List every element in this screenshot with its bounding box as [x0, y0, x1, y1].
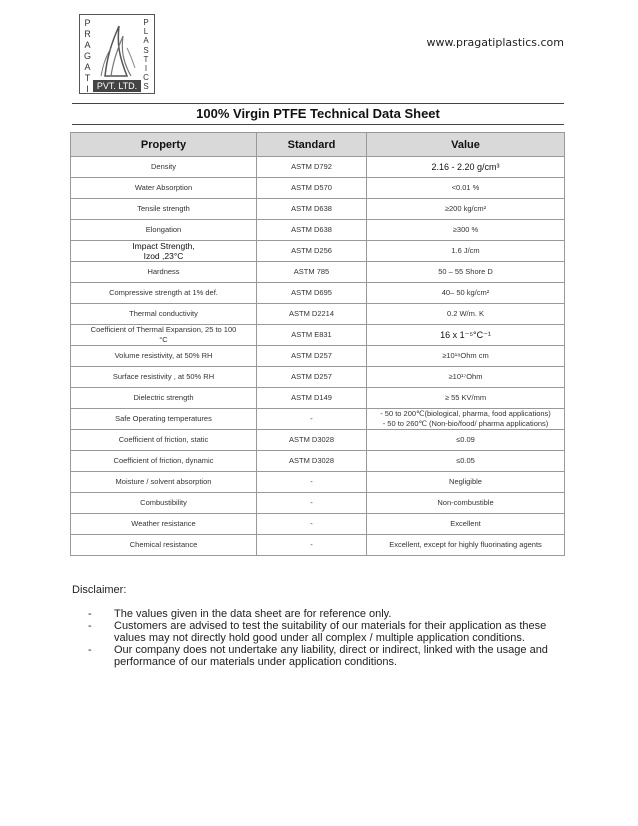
property-cell: Coefficient of friction, static: [71, 430, 257, 451]
standard-cell: ASTM D256: [257, 241, 367, 262]
value-cell: Excellent: [367, 514, 565, 535]
standard-cell: ASTM D638: [257, 199, 367, 220]
dash-bullet: -: [88, 644, 92, 656]
standard-cell: ASTM D3028: [257, 430, 367, 451]
value-cell: 0.2 W/m. K: [367, 304, 565, 325]
value-line-1: - 50 to 200℃(biological, pharma, food applications): [380, 409, 551, 418]
property-cell: Tensile strength: [71, 199, 257, 220]
list-item: [72, 608, 572, 620]
table-row: [71, 409, 565, 430]
column-header-standard: Standard: [257, 133, 367, 157]
property-cell: Density: [71, 157, 257, 178]
value-cell: 2.16 - 2.20 g/cm³: [367, 157, 565, 178]
value-cell: 1.6 J/cm: [367, 241, 565, 262]
table-row: [71, 199, 565, 220]
standard-cell: ASTM D257: [257, 346, 367, 367]
property-cell: Surface resistivity , at 50% RH: [71, 367, 257, 388]
standard-cell: -: [257, 535, 367, 556]
standard-cell: ASTM D792: [257, 157, 367, 178]
value-cell: ≥10¹⁸Ohm cm: [367, 346, 565, 367]
value-cell: ≥200 kg/cm²: [367, 199, 565, 220]
table-row: [71, 178, 565, 199]
value-cell: ≥300 %: [367, 220, 565, 241]
table-row: [71, 325, 565, 346]
website-url[interactable]: www.pragatiplastics.com: [426, 36, 564, 49]
standard-cell: ASTM D570: [257, 178, 367, 199]
list-item: [72, 644, 572, 668]
property-cell: Dielectric strength: [71, 388, 257, 409]
table-row: [71, 430, 565, 451]
property-cell: Weather resistance: [71, 514, 257, 535]
technical-data-table: [70, 132, 565, 556]
property-line-2: Izod ,23°C: [143, 251, 184, 261]
property-cell: Compressive strength at 1% def.: [71, 283, 257, 304]
property-line-1: Coefficient of Thermal Expansion, 25 to 100: [90, 325, 237, 334]
standard-cell: ASTM 785: [257, 262, 367, 283]
column-header-property: Property: [71, 133, 257, 157]
table-row: [71, 472, 565, 493]
standard-cell: -: [257, 472, 367, 493]
table-row: [71, 283, 565, 304]
property-line-2: °C: [159, 335, 168, 344]
standard-cell: -: [257, 514, 367, 535]
property-cell: [71, 241, 257, 262]
property-cell: Volume resistivity, at 50% RH: [71, 346, 257, 367]
value-cell: Non-combustible: [367, 493, 565, 514]
value-cell: [367, 409, 565, 430]
standard-cell: ASTM D2214: [257, 304, 367, 325]
dash-bullet: -: [88, 620, 92, 632]
property-cell: Safe Operating temperatures: [71, 409, 257, 430]
value-cell: ≤0.05: [367, 451, 565, 472]
standard-cell: ASTM D3028: [257, 451, 367, 472]
property-cell: Thermal conductivity: [71, 304, 257, 325]
value-cell: 16 x 1⁻⁵°C⁻¹: [367, 325, 565, 346]
value-cell: 40– 50 kg/cm²: [367, 283, 565, 304]
value-cell: 50 – 55 Shore D: [367, 262, 565, 283]
disclaimer-section: [72, 584, 572, 668]
property-cell: Moisture / solvent absorption: [71, 472, 257, 493]
value-cell: ≥ 55 KV/mm: [367, 388, 565, 409]
property-cell: Elongation: [71, 220, 257, 241]
disclaimer-text: The values given in the data sheet are for reference only.: [114, 608, 392, 620]
column-header-value: Value: [367, 133, 565, 157]
standard-cell: ASTM E831: [257, 325, 367, 346]
standard-cell: -: [257, 409, 367, 430]
disclaimer-text: Our company does not undertake any liability, direct or indirect, linked with the usage and performance of our materials under application conditions.: [114, 644, 548, 668]
table-row: [71, 304, 565, 325]
logo-word-plastics: P L A S T I C S: [143, 18, 149, 92]
value-cell: <0.01 %: [367, 178, 565, 199]
property-cell: Coefficient of friction, dynamic: [71, 451, 257, 472]
document-title: 100% Virgin PTFE Technical Data Sheet: [72, 103, 564, 125]
table-row: [71, 262, 565, 283]
disclaimer-list: [72, 608, 572, 668]
property-cell: Hardness: [71, 262, 257, 283]
property-cell: [71, 325, 257, 346]
table-row: [71, 535, 565, 556]
standard-cell: ASTM D695: [257, 283, 367, 304]
table-row: [71, 367, 565, 388]
property-cell: Chemical resistance: [71, 535, 257, 556]
value-cell: ≤0.09: [367, 430, 565, 451]
table-row: [71, 241, 565, 262]
property-line-1: Impact Strength,: [132, 241, 195, 251]
table-row: [71, 493, 565, 514]
table-row: [71, 346, 565, 367]
table-row: [71, 388, 565, 409]
dash-bullet: -: [88, 608, 92, 620]
value-cell: ≥10¹⁷Ohm: [367, 367, 565, 388]
value-cell: Excellent, except for highly fluorinating agents: [367, 535, 565, 556]
table-row: [71, 514, 565, 535]
company-logo: [79, 14, 155, 94]
standard-cell: ASTM D638: [257, 220, 367, 241]
value-line-2: - 50 to 260℃ (Non-bio/food/ pharma applications): [382, 419, 549, 428]
table-row: [71, 451, 565, 472]
logo-footer-text: PVT. LTD.: [93, 80, 141, 92]
table-row: [71, 157, 565, 178]
logo-flame-icon: [97, 18, 137, 78]
table-header-row: [71, 133, 565, 157]
logo-word-pragati: P R A G A T I: [83, 18, 92, 94]
list-item: [72, 620, 572, 644]
table-row: [71, 220, 565, 241]
standard-cell: -: [257, 493, 367, 514]
value-cell: Negligible: [367, 472, 565, 493]
standard-cell: ASTM D257: [257, 367, 367, 388]
standard-cell: ASTM D149: [257, 388, 367, 409]
disclaimer-heading: Disclaimer:: [72, 584, 127, 596]
property-cell: Combustibility: [71, 493, 257, 514]
property-cell: Water Absorption: [71, 178, 257, 199]
disclaimer-text: Customers are advised to test the suitability of our materials for their application as these values may not directly hold good under all complex / multiple application conditions.: [114, 620, 547, 644]
